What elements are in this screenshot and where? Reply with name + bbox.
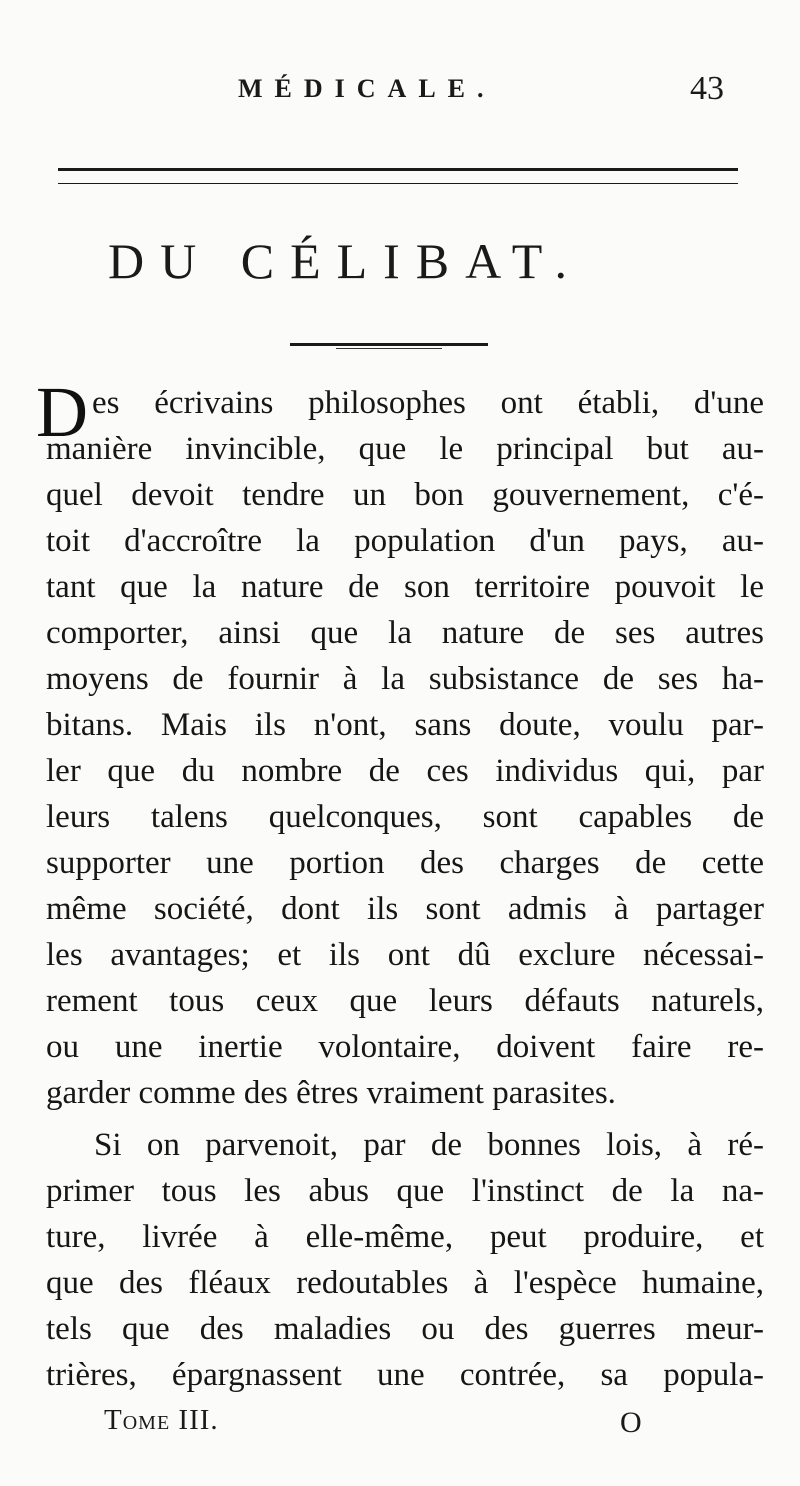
signature-label: Tome III. [104,1404,219,1436]
text-line: quel devoit tendre un bon gouvernement, c'é- [46,477,764,513]
text-line: primer tous les abus que l'instinct de la na- [46,1173,764,1209]
text-line: que des fléaux redoutables à l'espèce humaine, [46,1265,764,1301]
text-line: tels que des maladies ou des guerres meur- [46,1311,764,1347]
text-line: bitans. Mais ils n'ont, sans doute, voulu par- [46,707,764,743]
chapter-title: DU CÉLIBAT. [108,233,584,289]
page-footer [0,1404,800,1444]
text-line: ler que du nombre de ces individus qui, par [46,753,764,789]
text-line: rement tous ceux que leurs défauts naturels, [46,983,764,1019]
text-line: trières, épargnassent une contrée, sa popula- [46,1357,764,1393]
text-line: même société, dont ils sont admis à partager [46,891,764,927]
text-line: les avantages; et ils ont dû exclure nécessai- [46,937,764,973]
signature-mark: O [620,1406,642,1439]
drop-cap: D [36,372,88,452]
text-line: tant que la nature de son territoire pouvoit le [46,569,764,605]
title-ornament-rule [290,343,488,346]
text-line: leurs talens quelconques, sont capables de [46,799,764,835]
text-line: ou une inertie volontaire, doivent faire re- [46,1029,764,1065]
page-number: 43 [690,70,724,107]
running-head [0,72,800,112]
running-title: MÉDICALE. [238,74,496,103]
text-line: comporter, ainsi que la nature de ses autres [46,615,764,651]
header-double-rule [58,168,738,184]
text-line: ture, livrée à elle-même, peut produire, et [46,1219,764,1255]
text-line: supporter une portion des charges de cette [46,845,764,881]
text-line: es écrivains philosophes ont établi, d'une [92,385,764,421]
text-line: Si on parvenoit, par de bonnes lois, à ré- [94,1127,764,1163]
text-line: moyens de fournir à la subsistance de ses ha- [46,661,764,697]
text-line: manière invincible, que le principal but au- [46,431,764,467]
text-line: toit d'accroître la population d'un pays, au- [46,523,764,559]
text-line: garder comme des êtres vraiment parasites. [46,1075,616,1111]
